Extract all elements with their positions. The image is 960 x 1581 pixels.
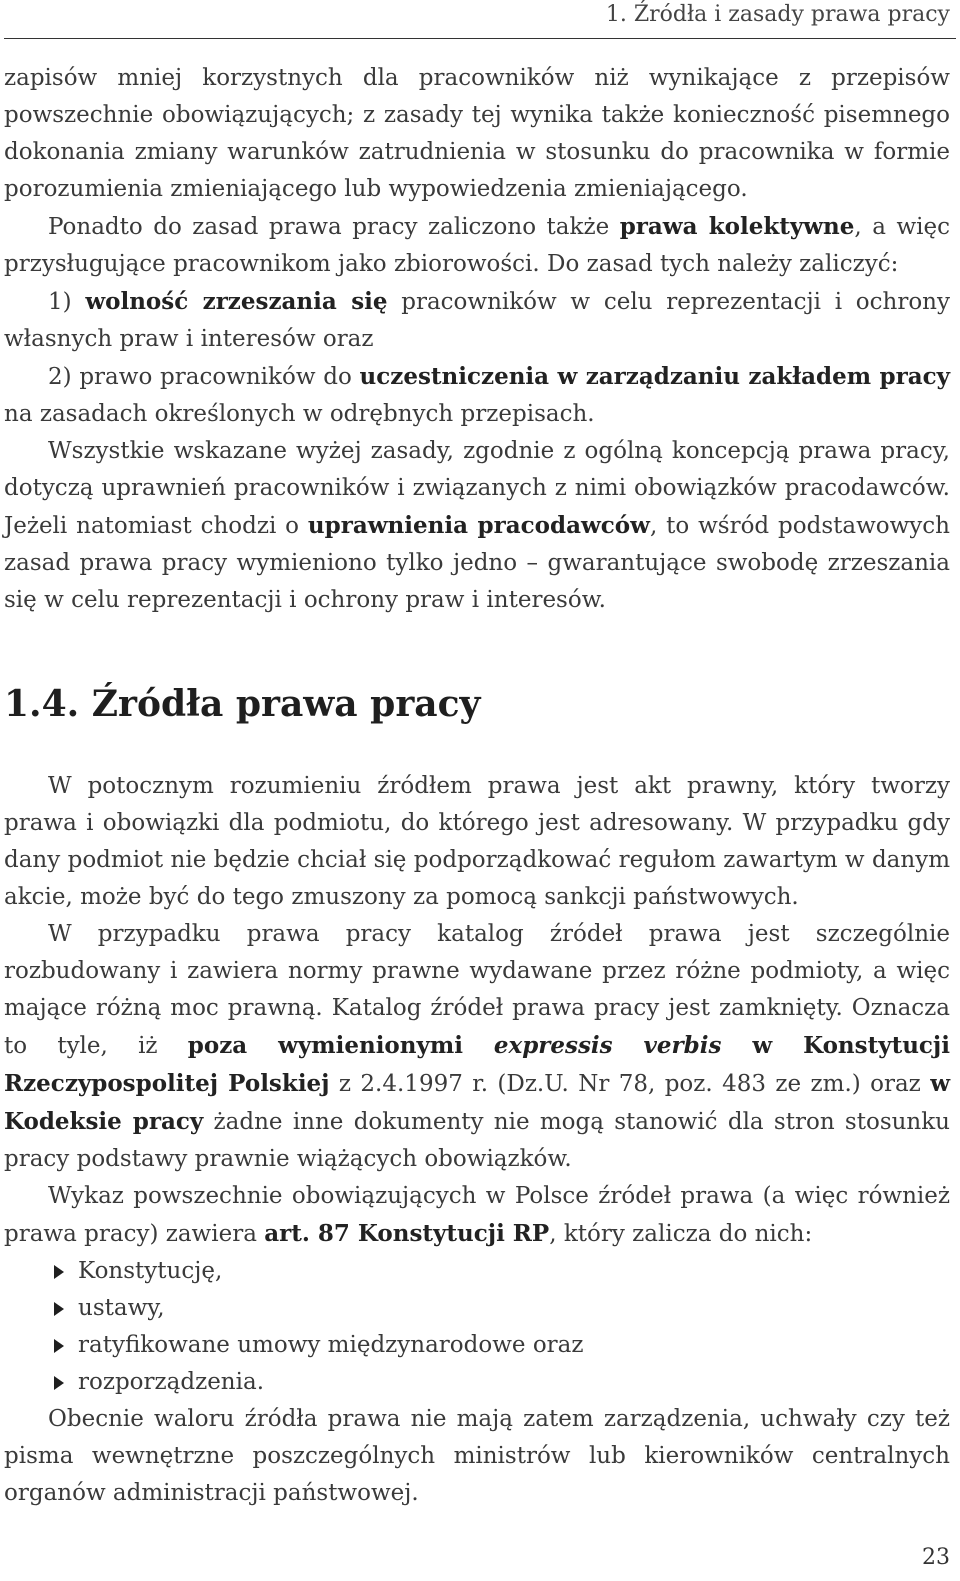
paragraph-text: Ponadto do zasad prawa pracy zaliczono także <box>48 214 620 240</box>
list-item <box>4 1253 950 1290</box>
paragraph-text: Obecnie waloru źródła prawa nie mają zatem zarządzenia, uchwały czy też pisma wewnętrzne poszczególnych ministrów lub kierowników centralnych organów administracji państwowej. <box>4 1406 950 1506</box>
paragraph-text: , to wśród podstawowych zasad prawa pracy wymieniono tylko jedno – gwarantujące swobodę zrzeszania się w celu reprezentacji i ochrony praw i interesów. <box>4 513 950 613</box>
paragraph <box>4 60 950 208</box>
paragraph <box>4 208 950 283</box>
bullet-triangle-icon <box>54 1302 64 1316</box>
list-item-text: Konstytucję, <box>78 1258 223 1284</box>
bold-term: prawa kolektywne <box>619 213 855 240</box>
paragraph-text: , który zalicza do nich: <box>549 1221 813 1247</box>
paragraph-text: , a więc przysługujące pracownikom jako zbiorowości. Do zasad tych należy zaliczyć: <box>4 214 950 277</box>
list-item-text: rozporządzenia. <box>78 1369 264 1395</box>
bold-term: w Kodeksie pracy <box>4 1070 950 1135</box>
list-item-text: ratyfikowane umowy międzynarodowe oraz <box>78 1332 584 1358</box>
paragraph <box>4 916 950 1178</box>
list-item-text: ustawy, <box>78 1295 165 1321</box>
enumerated-item-1 <box>4 283 950 358</box>
paragraph-text: Wszystkie wskazane wyżej zasady, zgodnie z ogólną koncepcją prawa pracy, dotyczą uprawnień pracowników i związanych z nimi obowiązków pracodawców. Jeżeli natomiast chodzi o <box>4 438 950 539</box>
section-body-2 <box>4 768 950 1512</box>
paragraph <box>4 1178 950 1253</box>
paragraph <box>4 1401 950 1512</box>
paragraph <box>4 433 950 619</box>
running-header: 1. Źródła i zasady prawa pracy <box>605 2 950 27</box>
paragraph <box>4 768 950 916</box>
bullet-triangle-icon <box>54 1376 64 1390</box>
paragraph-text: W przypadku prawa pracy katalog źródeł prawa jest szczególnie rozbudowany i zawiera normy prawne wydawane przez różne podmioty, a więc mające różną moc prawną. Katalog źródeł prawa pracy jest zamknięty. Oznacza to tyle, iż <box>4 921 950 1059</box>
enumerated-item-2 <box>4 358 950 433</box>
item-number: 1) <box>48 289 86 315</box>
paragraph-text: 2) prawo pracowników do <box>48 364 360 390</box>
bold-term: w Konstytucji Rzeczypospolitej Polskiej <box>4 1032 950 1097</box>
list-item <box>4 1327 950 1364</box>
paragraph-text: Wykaz powszechnie obowiązujących w Polsce źródeł prawa (a więc również prawa pracy) zawiera <box>4 1183 950 1247</box>
bold-term: uprawnienia pracodawców <box>307 512 650 539</box>
paragraph-text: zapisów mniej korzystnych dla pracowników niż wynikające z przepisów powszechnie obowiązujących; z zasady tej wynika także konieczność pisemnego dokonania zmiany warunków zatrudnienia w stosunku do pracownika w formie porozumienia zmieniającego lub wypowiedzenia zmieniającego. <box>4 65 950 202</box>
header-rule <box>4 38 956 39</box>
paragraph-text: z 2.4.1997 r. (Dz.U. Nr 78, poz. 483 ze zm.) oraz <box>329 1071 931 1097</box>
list-item <box>4 1364 950 1401</box>
paragraph-text: żadne inne dokumenty nie mogą stanowić dla stron stosunku pracy podstawy prawnie wiążących obowiązków. <box>4 1109 950 1172</box>
bullet-triangle-icon <box>54 1339 64 1353</box>
section-heading: 1.4. Źródła prawa pracy <box>4 683 481 725</box>
bold-term: wolność zrzeszania się <box>85 288 388 315</box>
list-item <box>4 1290 950 1327</box>
section-body-1 <box>4 60 950 619</box>
bold-term: poza wymienionymi <box>187 1032 494 1059</box>
bullet-triangle-icon <box>54 1265 64 1279</box>
bold-term: uczestniczenia w zarządzaniu zakładem pracy <box>359 363 951 390</box>
paragraph-text: pracowników w celu reprezentacji i ochrony własnych praw i interesów oraz <box>4 289 950 352</box>
paragraph-text: W potocznym rozumieniu źródłem prawa jest akt prawny, który tworzy prawa i obowiązki dla podmiotu, do którego jest adresowany. W przypadku gdy dany podmiot nie będzie chciał się podporządkować regułom zawartym w danym akcie, może być do tego zmuszony za pomocą sankcji państwowych. <box>4 773 950 910</box>
bold-term: art. 87 Konstytucji RP <box>264 1220 550 1247</box>
italic-term: expressis verbis <box>493 1032 722 1059</box>
page-number: 23 <box>922 1545 950 1570</box>
paragraph-text: na zasadach określonych w odrębnych przepisach. <box>4 401 595 427</box>
